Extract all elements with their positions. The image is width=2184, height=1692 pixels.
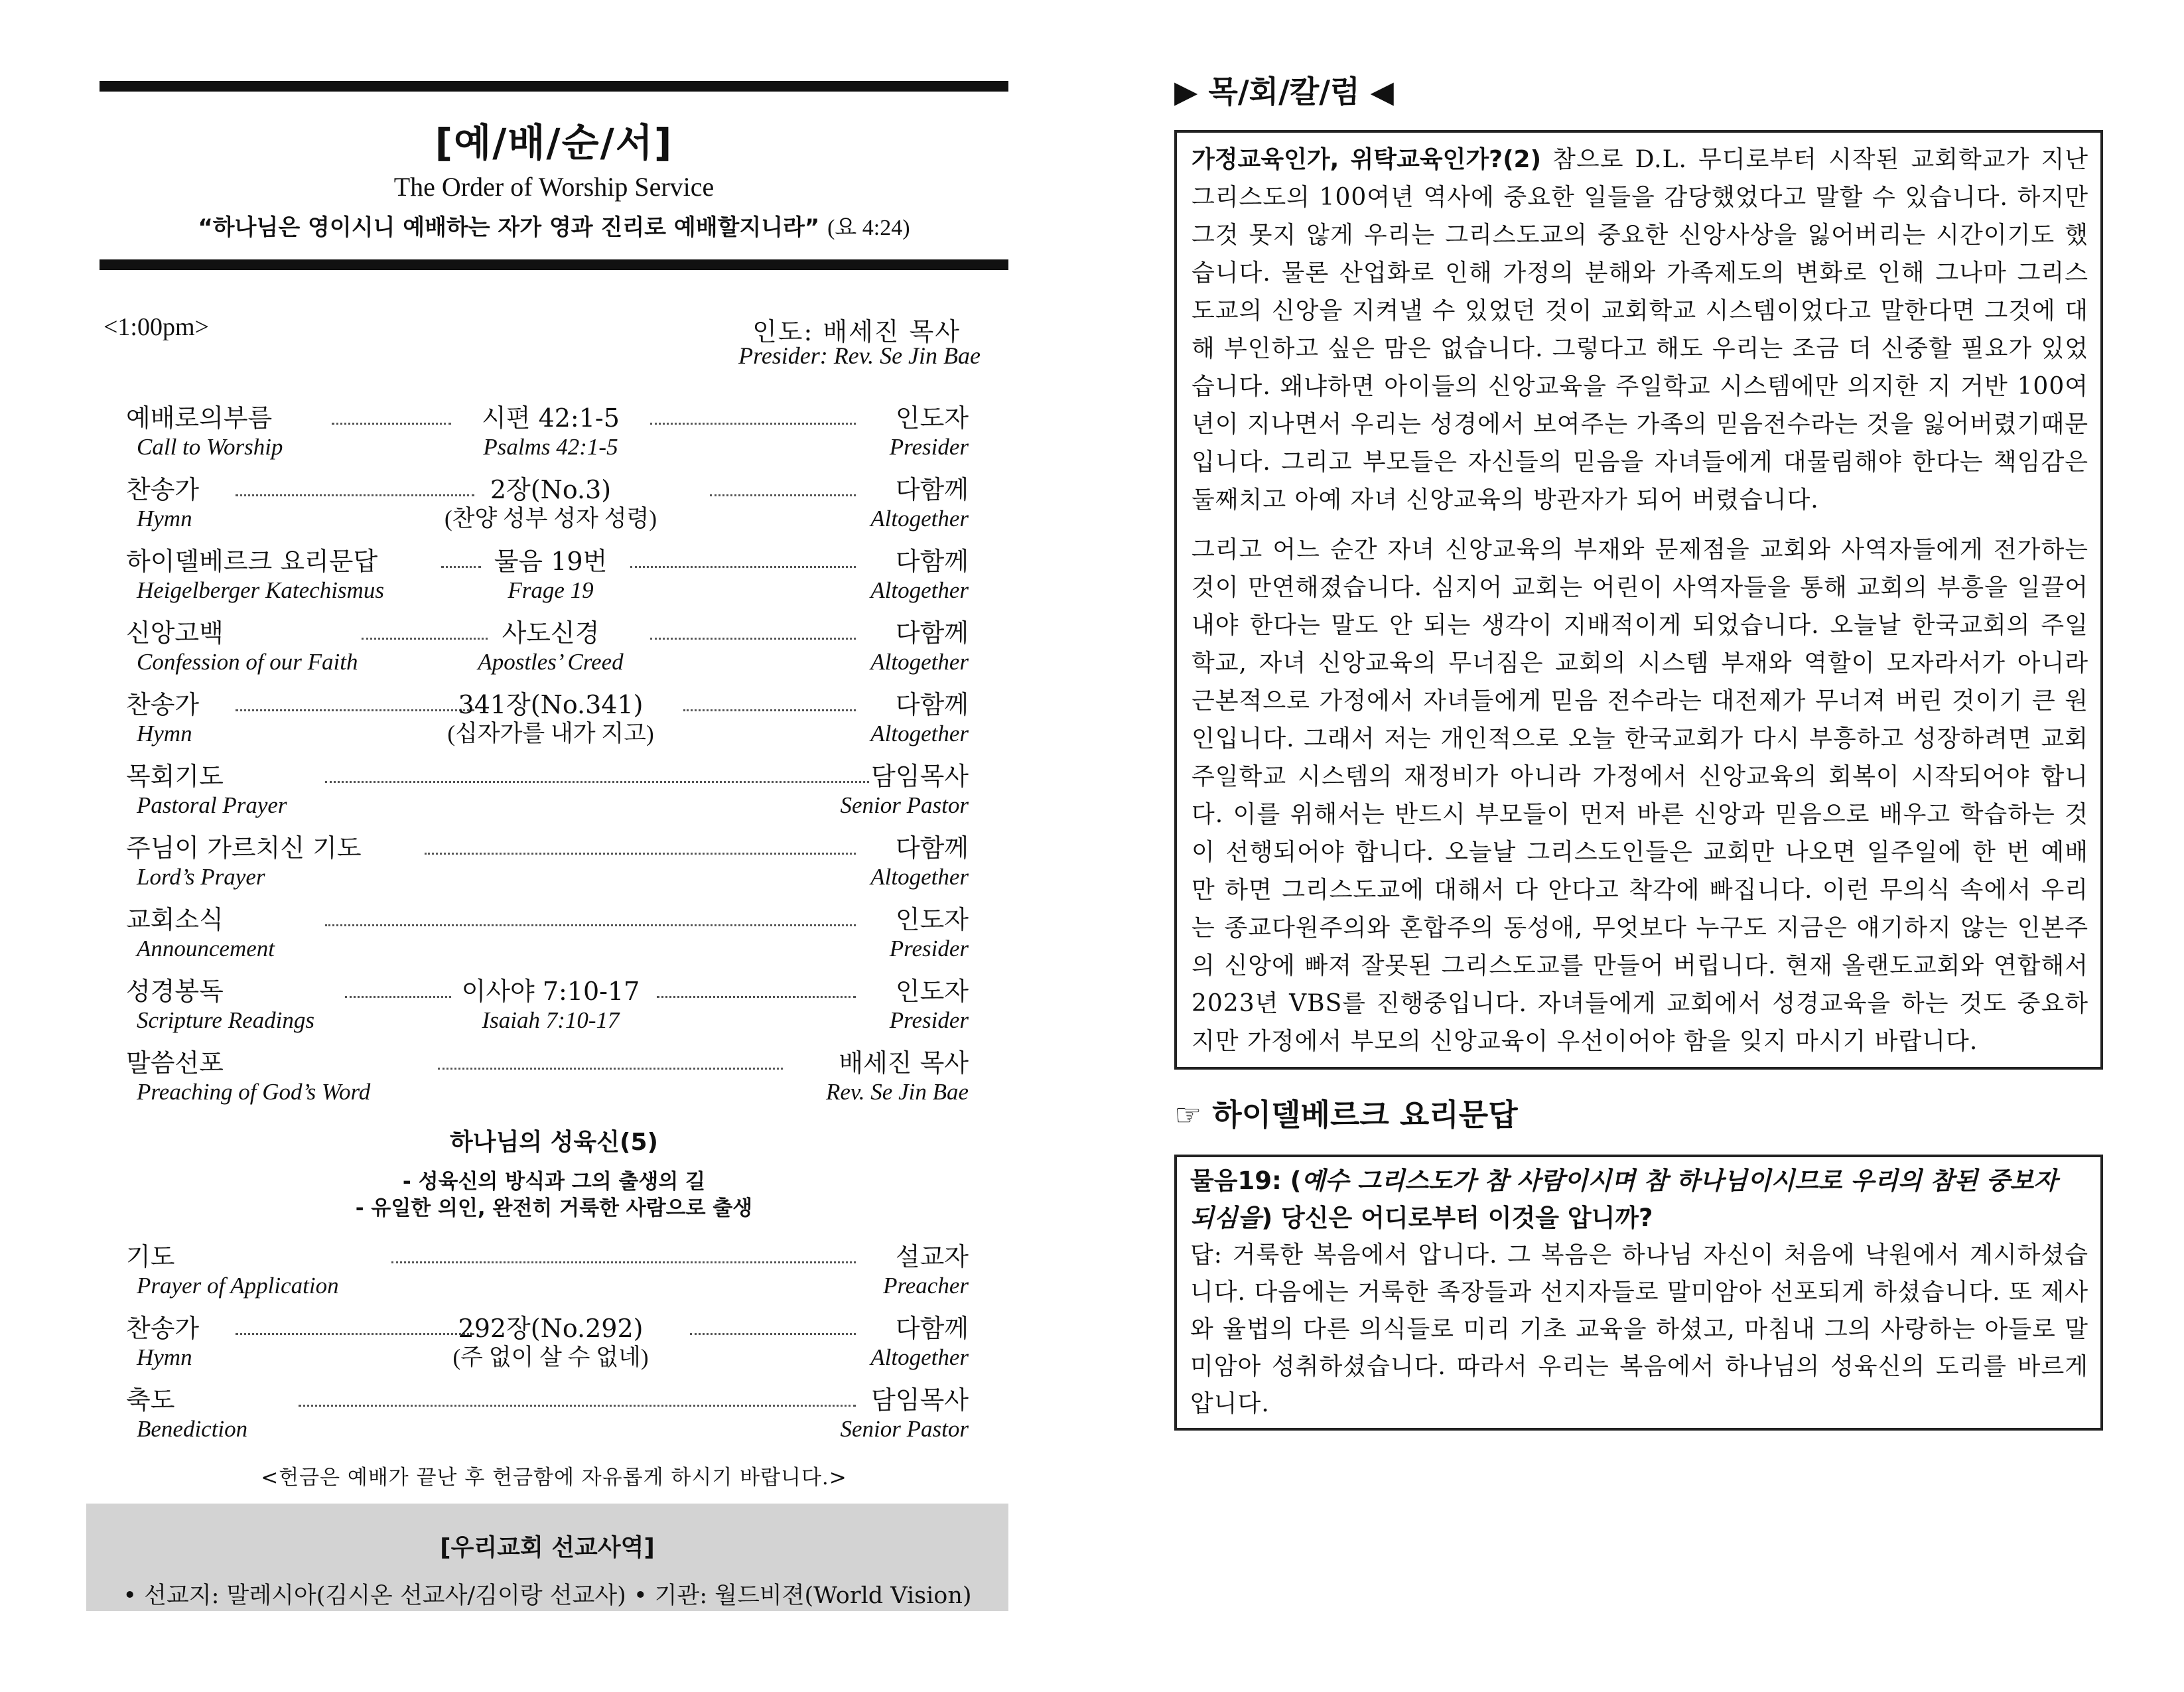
catechism-answer: 답: 거룩한 복음에서 압니다. 그 복음은 하나님 자신이 처음에 낙원에서 계시하셨습니다. 다음에는 거룩한 족장들과 선지자들로 말미암아 선포되게 하셨습니다. 또 제사와 율법의 다른 의식들로 미리 기초 교육을 하셨고, 마침내 그의 사랑하는 아들로 말미암아 성취하셨습니다. 따라서 우리는 복음에서 하나님의 성육신의 도리를 바르게 압니다. (1190, 1241, 2088, 1417)
bottom-rule (100, 259, 1008, 270)
order-item-pastoral-prayer: 목회기도 Pastoral Prayer 담임목사 Senior Pastor (126, 762, 969, 818)
column-paragraph-2: 그리고 어느 순간 자녀 신앙교육의 부재와 문제점을 교회와 사역자들에게 전가하는 것이 만연해졌습니다. 심지어 교회는 어린이 사역자들을 통해 교회의 부흥을 일끌어 내야 한다는 말도 안 되는 생각이 지배적이게 되었습니다. 오늘날 한국교회의 주일학교, 자녀 신앙교육의 무너짐은 교회의 시스템 부재와 역할이 모자라서가 아니라 근본적으로 가정에서 자녀들에게 믿음 전수라는 대전제가 무너져 버린 것이기 큰 원인입니다. 그래서 저는 개인적으로 오늘 한국교회가 다시 부흥하고 성장하려면 교회 주일학교 시스템의 재정비가 아니라 가정에서 신앙교육의 회복이 시작되어야 합니다. 이를 위해서는 반드시 부모들이 먼저 바른 신앙과 믿음으로 배우고 학습하는 것이 선행되어야 합니다. 오늘날 그리스도인들은 교회만 나오면 일주일에 한 번 예배만 하면 그리스도교에 대해서 다 안다고 착각에 빠집니다. 이런 무의식 속에서 우리는 종교다원주의와 혼합주의 동성애, 무엇보다 누구도 지금은 얘기하지 않는 인본주의 신앙에 빠져 잘못된 그리스도교를 만들어 버립니다. 현재 올랜도교회와 연합해서 2023년 VBS를 진행중입니다. 자녀들에게 교회에서 성경교육을 하는 것도 중요하지만 가정에서 부모의 신앙교육이 우선이어야 함을 잊지 마시기 바랍니다. (1192, 536, 2088, 1055)
column-lead: 가정교육인가, 위탁교육인가?(2) (1192, 146, 1542, 173)
order-item-call-to-worship: 예배로의부름 Call to Worship 시편 42:1-5 Psalms 42:1-5 인도자 Presider (126, 403, 969, 460)
catechism-question-italic: 예수 그리스도가 참 사람이시며 참 하나님이시므로 우리의 참된 중보자 되심을 (1190, 1166, 2058, 1232)
mission-details: • 선교지: 말레시아(김시온 선교사/김이랑 선교사) • 기관: 월드비젼(World Vision) (123, 1583, 972, 1609)
order-item-preaching: 말씀선포 Preaching of God’s Word 배세진 목사 Rev. Se Jin Bae (126, 1048, 969, 1105)
order-item-prayer-of-application: 기도 Prayer of Application 설교자 Preacher (126, 1242, 969, 1299)
sermon-block (100, 1126, 1008, 1222)
order-item-announcement: 교회소식 Announcement 인도자 Presider (126, 905, 969, 961)
order-item-hymn-2: 찬송가 Hymn 341장(No.341) (십자가를 내가 지고) 다함께 Altogether (126, 690, 969, 746)
mission-box (86, 1504, 1008, 1611)
mission-title: [우리교회 선교사역] (440, 1534, 655, 1561)
worship-order-list-2 (100, 1241, 1008, 1456)
order-item-lords-prayer: 주님이 가르치신 기도 Lord’s Prayer 다함께 Altogether (126, 833, 969, 890)
verse-text: “하나님은 영이시니 예배하는 자가 영과 진리로 예배할지니라” (198, 214, 820, 241)
column-box (1174, 130, 2103, 1070)
catechism-box (1174, 1155, 2103, 1431)
top-rule (100, 81, 1008, 92)
verse-reference: (요 4:24) (827, 216, 910, 240)
presider-korean: 인도: 배세진 목사 (752, 317, 961, 346)
order-item-benediction: 축도 Benediction 담임목사 Senior Pastor (126, 1385, 969, 1442)
order-item-hymn-3: 찬송가 Hymn 292장(No.292) (주 없이 살 수 없네) 다함께 Altogether (126, 1314, 969, 1370)
page-title: [예/배/순/서] (435, 120, 673, 165)
column-heading: ▶ 목/회/칼/럼 ◀ (1174, 74, 1394, 109)
order-item-scripture: 성경봉독 Scripture Readings 이사야 7:10-17 Isaiah 7:10-17 인도자 Presider (126, 977, 969, 1033)
theme-verse (100, 212, 1008, 244)
service-time: <1:00pm> (103, 313, 209, 341)
order-of-worship-page (100, 81, 1008, 1490)
order-item-catechism: 하이델베르크 요리문답 Heigelberger Katechismus 물음 19번 Frage 19 다함께 Altogether (126, 547, 969, 603)
worship-order-list (100, 403, 1008, 1119)
sermon-subtitle-2: - 유일한 의인, 완전히 거룩한 사람으로 출생 (355, 1196, 753, 1220)
page-subtitle: The Order of Worship Service (393, 172, 715, 202)
column-page (1174, 73, 2103, 1431)
sermon-title: 하나님의 성육신(5) (450, 1129, 658, 1156)
offering-note: <헌금은 예배가 끝난 후 헌금함에 자유롭게 하시기 바랍니다.> (261, 1466, 847, 1490)
order-item-hymn-1: 찬송가 Hymn 2장(No.3) (찬양 성부 성자 성령) 다함께 Altogether (126, 475, 969, 531)
catechism-heading: ☞ 하이델베르크 요리문답 (1174, 1097, 1518, 1133)
catechism-question: 물음19: (예수 그리스도가 참 사람이시며 참 하나님이시므로 우리의 참된 중보자 되심을) 당신은 어디로부터 이것을 압니까? (1190, 1166, 2058, 1232)
column-body-1: 참으로 D.L. 무디로부터 시작된 교회학교가 지난 그리스도의 100여년 역사에 중요한 일들을 감당했었다고 말할 수 있습니다. 하지만 그것 못지 않게 우리는 그리스도교의 중요한 신앙사상을 잃어버리는 시간이기도 했습니다. 물론 산업화로 인해 가정의 분해와 가족제도의 변화로 인해 그나마 그리스도교의 신앙을 지켜낼 수 있었던 것이 교회학교 시스템이었다고 말한다면 그것에 대해 부인하고 싶은 맘은 없습니다. 그렇다고 해도 우리는 조금 더 신중할 필요가 있었습니다. 왜냐하면 아이들의 신앙교육을 주일학교 시스템에만 의지한 지 거반 100여년이 지나면서 우리는 성경에서 보여주는 가족의 믿음전수라는 것을 잃어버렸기때문입니다. 그리고 부모들은 자신들의 믿음을 자녀들에게 대물림해야 한다는 책임감은 둘째치고 아예 자녀 신앙교육의 방관자가 되어 버렸습니다. (1192, 146, 2089, 514)
presider-english: Presider: Rev. Se Jin Bae (738, 342, 981, 369)
order-item-confession: 신앙고백 Confession of our Faith 사도신경 Apostles’ Creed 다함께 Altogether (126, 618, 969, 675)
service-info (100, 307, 1008, 380)
column-paragraph-1 (1192, 141, 2088, 519)
sermon-subtitle-1: - 성육신의 방식과 그의 출생의 길 (402, 1170, 706, 1194)
